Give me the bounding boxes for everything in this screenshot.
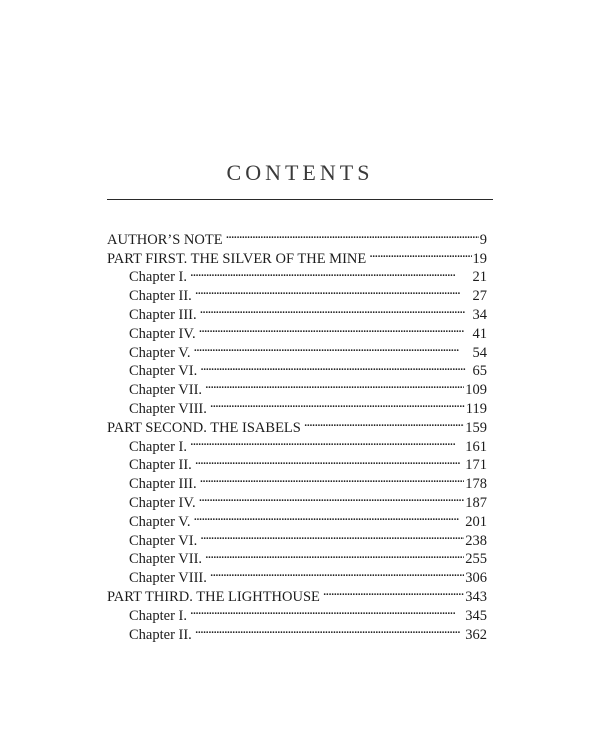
dot-leader bbox=[210, 394, 465, 413]
toc-entry-label: PART THIRD. THE LIGHTHOUSE bbox=[107, 588, 320, 605]
toc-entry-page-number: 178 bbox=[465, 476, 487, 493]
dot-leader bbox=[200, 357, 471, 376]
toc-entry-page-number: 65 bbox=[472, 363, 487, 380]
dot-leader bbox=[200, 526, 464, 545]
toc-entry-page-number: 201 bbox=[465, 513, 487, 530]
toc-entry-label: Chapter IV. bbox=[129, 325, 196, 342]
toc-part-entry[interactable] bbox=[107, 225, 487, 248]
dot-leader bbox=[226, 225, 479, 244]
toc-entry-label: Chapter VIII. bbox=[129, 400, 207, 417]
toc-entry-page-number: 343 bbox=[465, 588, 487, 605]
dot-leader bbox=[194, 338, 472, 357]
toc-entry-page-number: 27 bbox=[472, 288, 487, 305]
toc-entry-label: Chapter III. bbox=[129, 306, 197, 323]
toc-entry-label: Chapter II. bbox=[129, 288, 192, 305]
toc-entry-label: Chapter II. bbox=[129, 457, 192, 474]
toc-entry-page-number: 21 bbox=[472, 269, 487, 286]
dot-leader bbox=[200, 469, 465, 488]
toc-entry-page-number: 187 bbox=[465, 494, 487, 511]
toc-entry-label: Chapter VII. bbox=[129, 551, 203, 568]
dot-leader bbox=[323, 582, 464, 601]
toc-entry-page-number: 9 bbox=[479, 231, 487, 248]
dot-leader bbox=[190, 601, 464, 620]
dot-leader bbox=[369, 244, 471, 263]
dot-leader bbox=[190, 432, 464, 451]
page-title: CONTENTS bbox=[226, 160, 374, 185]
toc-entry-page-number: 41 bbox=[472, 325, 487, 342]
toc-entry-label: Chapter IV. bbox=[129, 494, 196, 511]
dot-leader bbox=[304, 413, 464, 432]
toc-entry-page-number: 171 bbox=[465, 457, 487, 474]
dot-leader bbox=[195, 281, 472, 300]
toc-entry-label: Chapter VIII. bbox=[129, 570, 207, 587]
toc-entry-page-number: 34 bbox=[472, 306, 487, 323]
toc-entry-label: Chapter V. bbox=[129, 513, 191, 530]
toc-entry-label: PART FIRST. THE SILVER OF THE MINE bbox=[107, 250, 367, 267]
dot-leader bbox=[210, 563, 464, 582]
toc-entry-page-number: 161 bbox=[465, 438, 487, 455]
dot-leader bbox=[195, 620, 464, 639]
toc-entry-page-number: 306 bbox=[465, 570, 487, 587]
toc-entry-page-number: 345 bbox=[465, 607, 487, 624]
toc-entry-label: Chapter VII. bbox=[129, 382, 203, 399]
toc-entry-label: Chapter I. bbox=[129, 269, 187, 286]
dot-leader bbox=[190, 263, 472, 282]
toc-entry-label: Chapter VI. bbox=[129, 532, 198, 549]
toc-entry-page-number: 255 bbox=[465, 551, 487, 568]
dot-leader bbox=[200, 300, 472, 319]
toc-entry-page-number: 159 bbox=[465, 419, 487, 436]
dot-leader bbox=[194, 507, 465, 526]
toc-entry-label: PART SECOND. THE ISABELS bbox=[107, 419, 301, 436]
dot-leader bbox=[205, 375, 464, 394]
dot-leader bbox=[199, 488, 465, 507]
toc-entry-page-number: 238 bbox=[465, 532, 487, 549]
toc-entry-page-number: 19 bbox=[472, 250, 487, 267]
toc-entry-label: Chapter I. bbox=[129, 607, 187, 624]
toc-entry-label: AUTHOR’S NOTE bbox=[107, 231, 223, 248]
toc-entry-label: Chapter II. bbox=[129, 626, 192, 643]
toc-entry-label: Chapter III. bbox=[129, 476, 197, 493]
title-divider bbox=[107, 199, 493, 200]
toc-entry-page-number: 54 bbox=[472, 344, 487, 361]
dot-leader bbox=[195, 451, 464, 470]
toc-entry-page-number: 362 bbox=[465, 626, 487, 643]
toc-entry-label: Chapter I. bbox=[129, 438, 187, 455]
toc-entry-label: Chapter V. bbox=[129, 344, 191, 361]
toc-entry-page-number: 119 bbox=[465, 400, 487, 417]
toc-entry-page-number: 109 bbox=[465, 382, 487, 399]
toc-entry-label: Chapter VI. bbox=[129, 363, 198, 380]
dot-leader bbox=[205, 545, 464, 564]
table-of-contents bbox=[107, 225, 487, 643]
dot-leader bbox=[199, 319, 472, 338]
